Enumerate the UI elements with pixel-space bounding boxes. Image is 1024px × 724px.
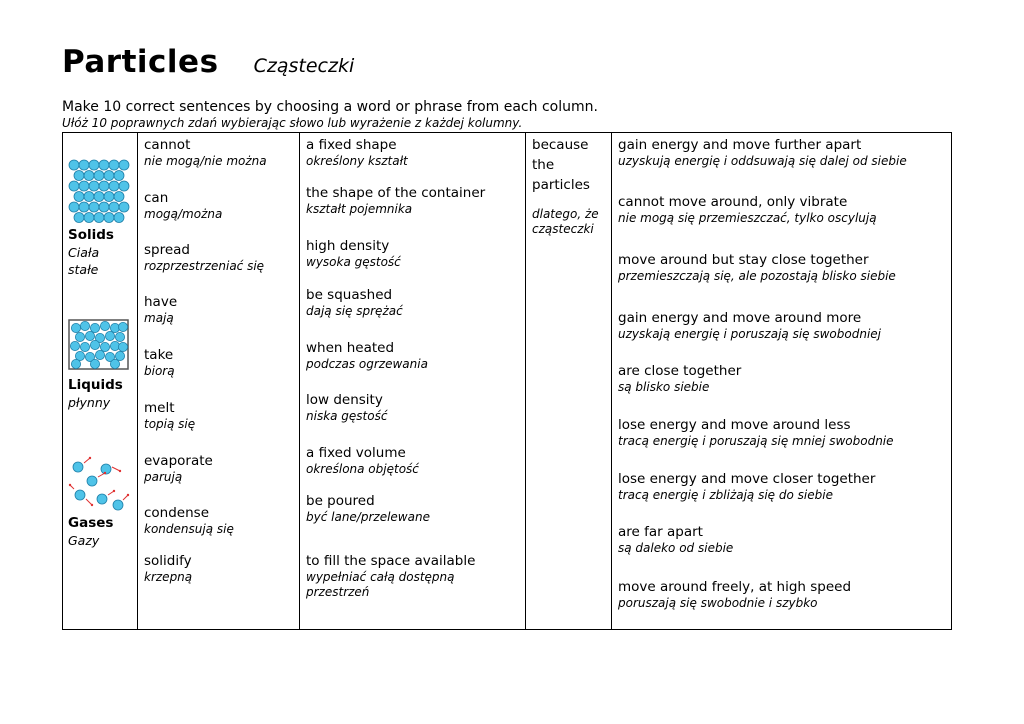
phrase-fill-space — [306, 553, 521, 600]
gas-particles-icon — [68, 455, 130, 513]
particle — [109, 202, 119, 212]
phrase-pl: nie mogą się przemieszczać, tylko oscylują — [618, 211, 877, 225]
particle — [84, 171, 94, 181]
particle — [115, 332, 124, 341]
particle — [69, 181, 79, 191]
phrase-behaviour — [618, 194, 949, 226]
phrase-en: a fixed shape — [306, 137, 397, 153]
particle — [84, 213, 94, 223]
states-column — [63, 133, 137, 629]
arrow-head — [91, 504, 93, 506]
particle — [80, 321, 89, 330]
phrase-pl: przemieszczają się, ale pozostają blisko siebie — [618, 269, 896, 283]
phrase-behaviour — [618, 579, 949, 611]
particle — [90, 359, 99, 368]
page-title: Particles — [62, 44, 219, 80]
particle — [80, 342, 89, 351]
particle — [90, 340, 99, 349]
particle — [99, 202, 109, 212]
phrase-fixed-shape — [306, 137, 521, 169]
phrase-en: move around but stay close together — [618, 252, 869, 268]
page-title-polish: Cząsteczki — [253, 55, 355, 77]
phrase-fixed-volume — [306, 445, 521, 477]
phrase-can — [144, 190, 295, 222]
particle — [119, 202, 129, 212]
particle — [85, 331, 94, 340]
phrase-en: a fixed volume — [306, 445, 406, 461]
particle — [74, 171, 84, 181]
properties-column — [299, 133, 525, 629]
state-label-polish-2: stałe — [68, 262, 99, 277]
phrase-en: have — [144, 294, 178, 310]
particle — [75, 332, 84, 341]
particle — [84, 192, 94, 202]
particle — [113, 500, 123, 510]
particle — [89, 181, 99, 191]
arrow-head — [69, 484, 71, 486]
phrase-en: to fill the space available — [306, 553, 476, 569]
phrase-cannot — [144, 137, 295, 169]
particle — [69, 160, 79, 170]
phrase-en: low density — [306, 392, 383, 408]
phrase-en: be poured — [306, 493, 375, 509]
phrase-condense — [144, 505, 295, 537]
phrase-en: lose energy and move closer together — [618, 471, 876, 487]
particle — [104, 192, 114, 202]
particle — [109, 181, 119, 191]
arrow-head — [113, 490, 115, 492]
phrase-en: gain energy and move further apart — [618, 137, 862, 153]
particle — [100, 342, 109, 351]
particle — [114, 192, 124, 202]
phrase-pl: topią się — [144, 417, 196, 431]
phrase-en: spread — [144, 242, 191, 258]
particle — [104, 213, 114, 223]
phrase-behaviour — [618, 252, 949, 284]
phrase-pl: uzyskają energię i poruszają się swobodniej — [618, 327, 881, 341]
phrase-en: cannot — [144, 137, 191, 153]
phrase-pl: niska gęstość — [306, 409, 388, 423]
particle — [118, 322, 127, 331]
verbs-column — [137, 133, 299, 629]
particle — [99, 181, 109, 191]
phrase-pl: poruszają się swobodnie i szybko — [618, 596, 818, 610]
particle — [79, 181, 89, 191]
particle — [74, 192, 84, 202]
phrase-en: evaporate — [144, 453, 213, 469]
phrase-behaviour — [618, 310, 949, 342]
phrase-pl: są blisko siebie — [618, 380, 710, 394]
instruction-english: Make 10 correct sentences by choosing a word or phrase from each column. — [62, 99, 598, 115]
state-solids — [68, 227, 114, 278]
particle — [73, 462, 83, 472]
phrase-en: be squashed — [306, 287, 393, 303]
instruction-polish: Ułóż 10 poprawnych zdań wybierając słowo lub wyrażenie z każdej kolumny. — [62, 116, 523, 130]
phrase-en: lose energy and move around less — [618, 417, 851, 433]
because-column — [525, 133, 611, 629]
particle — [95, 350, 104, 359]
phrase-pl: podczas ogrzewania — [306, 357, 428, 371]
phrase-en: take — [144, 347, 174, 363]
phrase-pl: tracą energię i poruszają się mniej swobodnie — [618, 434, 894, 448]
particle — [79, 160, 89, 170]
particle — [118, 342, 127, 351]
phrase-en: cannot move around, only vibrate — [618, 194, 848, 210]
particle — [71, 323, 80, 332]
state-label: Liquids — [68, 377, 123, 393]
particle — [119, 181, 129, 191]
phrase-pl: wypełniać całą dostępną przestrzeń — [306, 570, 455, 599]
arrow-head — [119, 470, 121, 472]
phrase-pl: kondensują się — [144, 522, 234, 536]
particle — [89, 160, 99, 170]
state-label-polish: Ciała — [68, 245, 100, 260]
arrow-head — [127, 494, 129, 496]
phrase-pl: kształt pojemnika — [306, 202, 413, 216]
state-label-polish: płynny — [68, 395, 111, 410]
phrase-en: solidify — [144, 553, 192, 569]
title-row — [62, 44, 354, 80]
phrase-pl: nie mogą/nie można — [144, 154, 267, 168]
phrase-melt — [144, 400, 295, 432]
phrase-low-density — [306, 392, 521, 424]
motion-arrow — [98, 473, 105, 477]
particle — [104, 171, 114, 181]
state-label: Solids — [68, 227, 114, 243]
phrase-pl: biorą — [144, 364, 175, 378]
state-liquids — [68, 377, 123, 411]
particle — [94, 192, 104, 202]
phrase-be-poured — [306, 493, 521, 525]
phrase-high-density — [306, 238, 521, 270]
particle — [90, 323, 99, 332]
particle — [97, 494, 107, 504]
particle — [87, 476, 97, 486]
phrase-pl: są daleko od siebie — [618, 541, 734, 555]
phrase-pl: parują — [144, 470, 183, 484]
because-line-3: particles — [532, 177, 590, 193]
because-line-1: because — [532, 137, 589, 153]
phrase-behaviour — [618, 137, 949, 169]
particle — [71, 359, 80, 368]
behaviour-column — [611, 133, 953, 629]
phrase-behaviour — [618, 363, 949, 395]
particle — [115, 351, 124, 360]
phrase-pl: tracą energię i zbliżają się do siebie — [618, 488, 833, 502]
particle — [114, 171, 124, 181]
phrase-en: when heated — [306, 340, 395, 356]
motion-arrow — [112, 467, 120, 471]
phrase-when-heated — [306, 340, 521, 372]
because-polish: dlatego, że cząsteczki — [532, 207, 599, 236]
particle — [74, 213, 84, 223]
phrase-pl: uzyskują energię i oddsuwają się dalej od siebie — [618, 154, 907, 168]
phrase-en: condense — [144, 505, 210, 521]
phrase-behaviour — [618, 524, 949, 556]
phrase-en: high density — [306, 238, 390, 254]
phrase-pl: być lane/przelewane — [306, 510, 430, 524]
solid-particles-icon — [68, 159, 130, 225]
particle — [109, 160, 119, 170]
phrase-en: gain energy and move around more — [618, 310, 862, 326]
because-line-2: the — [532, 157, 555, 173]
phrase-have — [144, 294, 295, 326]
phrase-be-squashed — [306, 287, 521, 319]
phrase-pl: określony kształt — [306, 154, 408, 168]
state-label-polish: Gazy — [68, 533, 100, 548]
state-label: Gases — [68, 515, 114, 531]
phrase-take — [144, 347, 295, 379]
phrase-pl: rozprzestrzeniać się — [144, 259, 265, 273]
because-phrase — [532, 135, 606, 237]
sentence-builder-table — [62, 132, 952, 630]
phrase-pl: określona objętość — [306, 462, 419, 476]
motion-arrow — [86, 499, 92, 505]
particle — [114, 213, 124, 223]
state-gases — [68, 515, 113, 549]
phrase-en: the shape of the container — [306, 185, 486, 201]
phrase-pl: mogą/można — [144, 207, 223, 221]
particle — [110, 359, 119, 368]
particle — [94, 171, 104, 181]
phrase-en: are far apart — [618, 524, 703, 540]
phrase-pl: wysoka gęstość — [306, 255, 401, 269]
phrase-behaviour — [618, 417, 949, 449]
arrow-head — [104, 472, 106, 474]
particle — [69, 202, 79, 212]
phrase-en: move around freely, at high speed — [618, 579, 852, 595]
phrase-pl: mają — [144, 311, 174, 325]
phrase-en: melt — [144, 400, 175, 416]
particle — [105, 331, 114, 340]
phrase-behaviour — [618, 471, 949, 503]
particle — [75, 490, 85, 500]
particle — [89, 202, 99, 212]
phrase-pl: krzepną — [144, 570, 193, 584]
particle — [119, 160, 129, 170]
phrase-pl: dają się sprężać — [306, 304, 403, 318]
phrase-en: can — [144, 190, 169, 206]
particle — [100, 321, 109, 330]
phrase-spread — [144, 242, 295, 274]
phrase-shape-of-container — [306, 185, 521, 217]
phrase-evaporate — [144, 453, 295, 485]
particle — [99, 160, 109, 170]
particle — [94, 213, 104, 223]
phrase-solidify — [144, 553, 295, 585]
liquid-particles-icon — [68, 319, 130, 371]
particle — [79, 202, 89, 212]
arrow-head — [89, 457, 91, 459]
phrase-en: are close together — [618, 363, 742, 379]
particle — [70, 341, 79, 350]
